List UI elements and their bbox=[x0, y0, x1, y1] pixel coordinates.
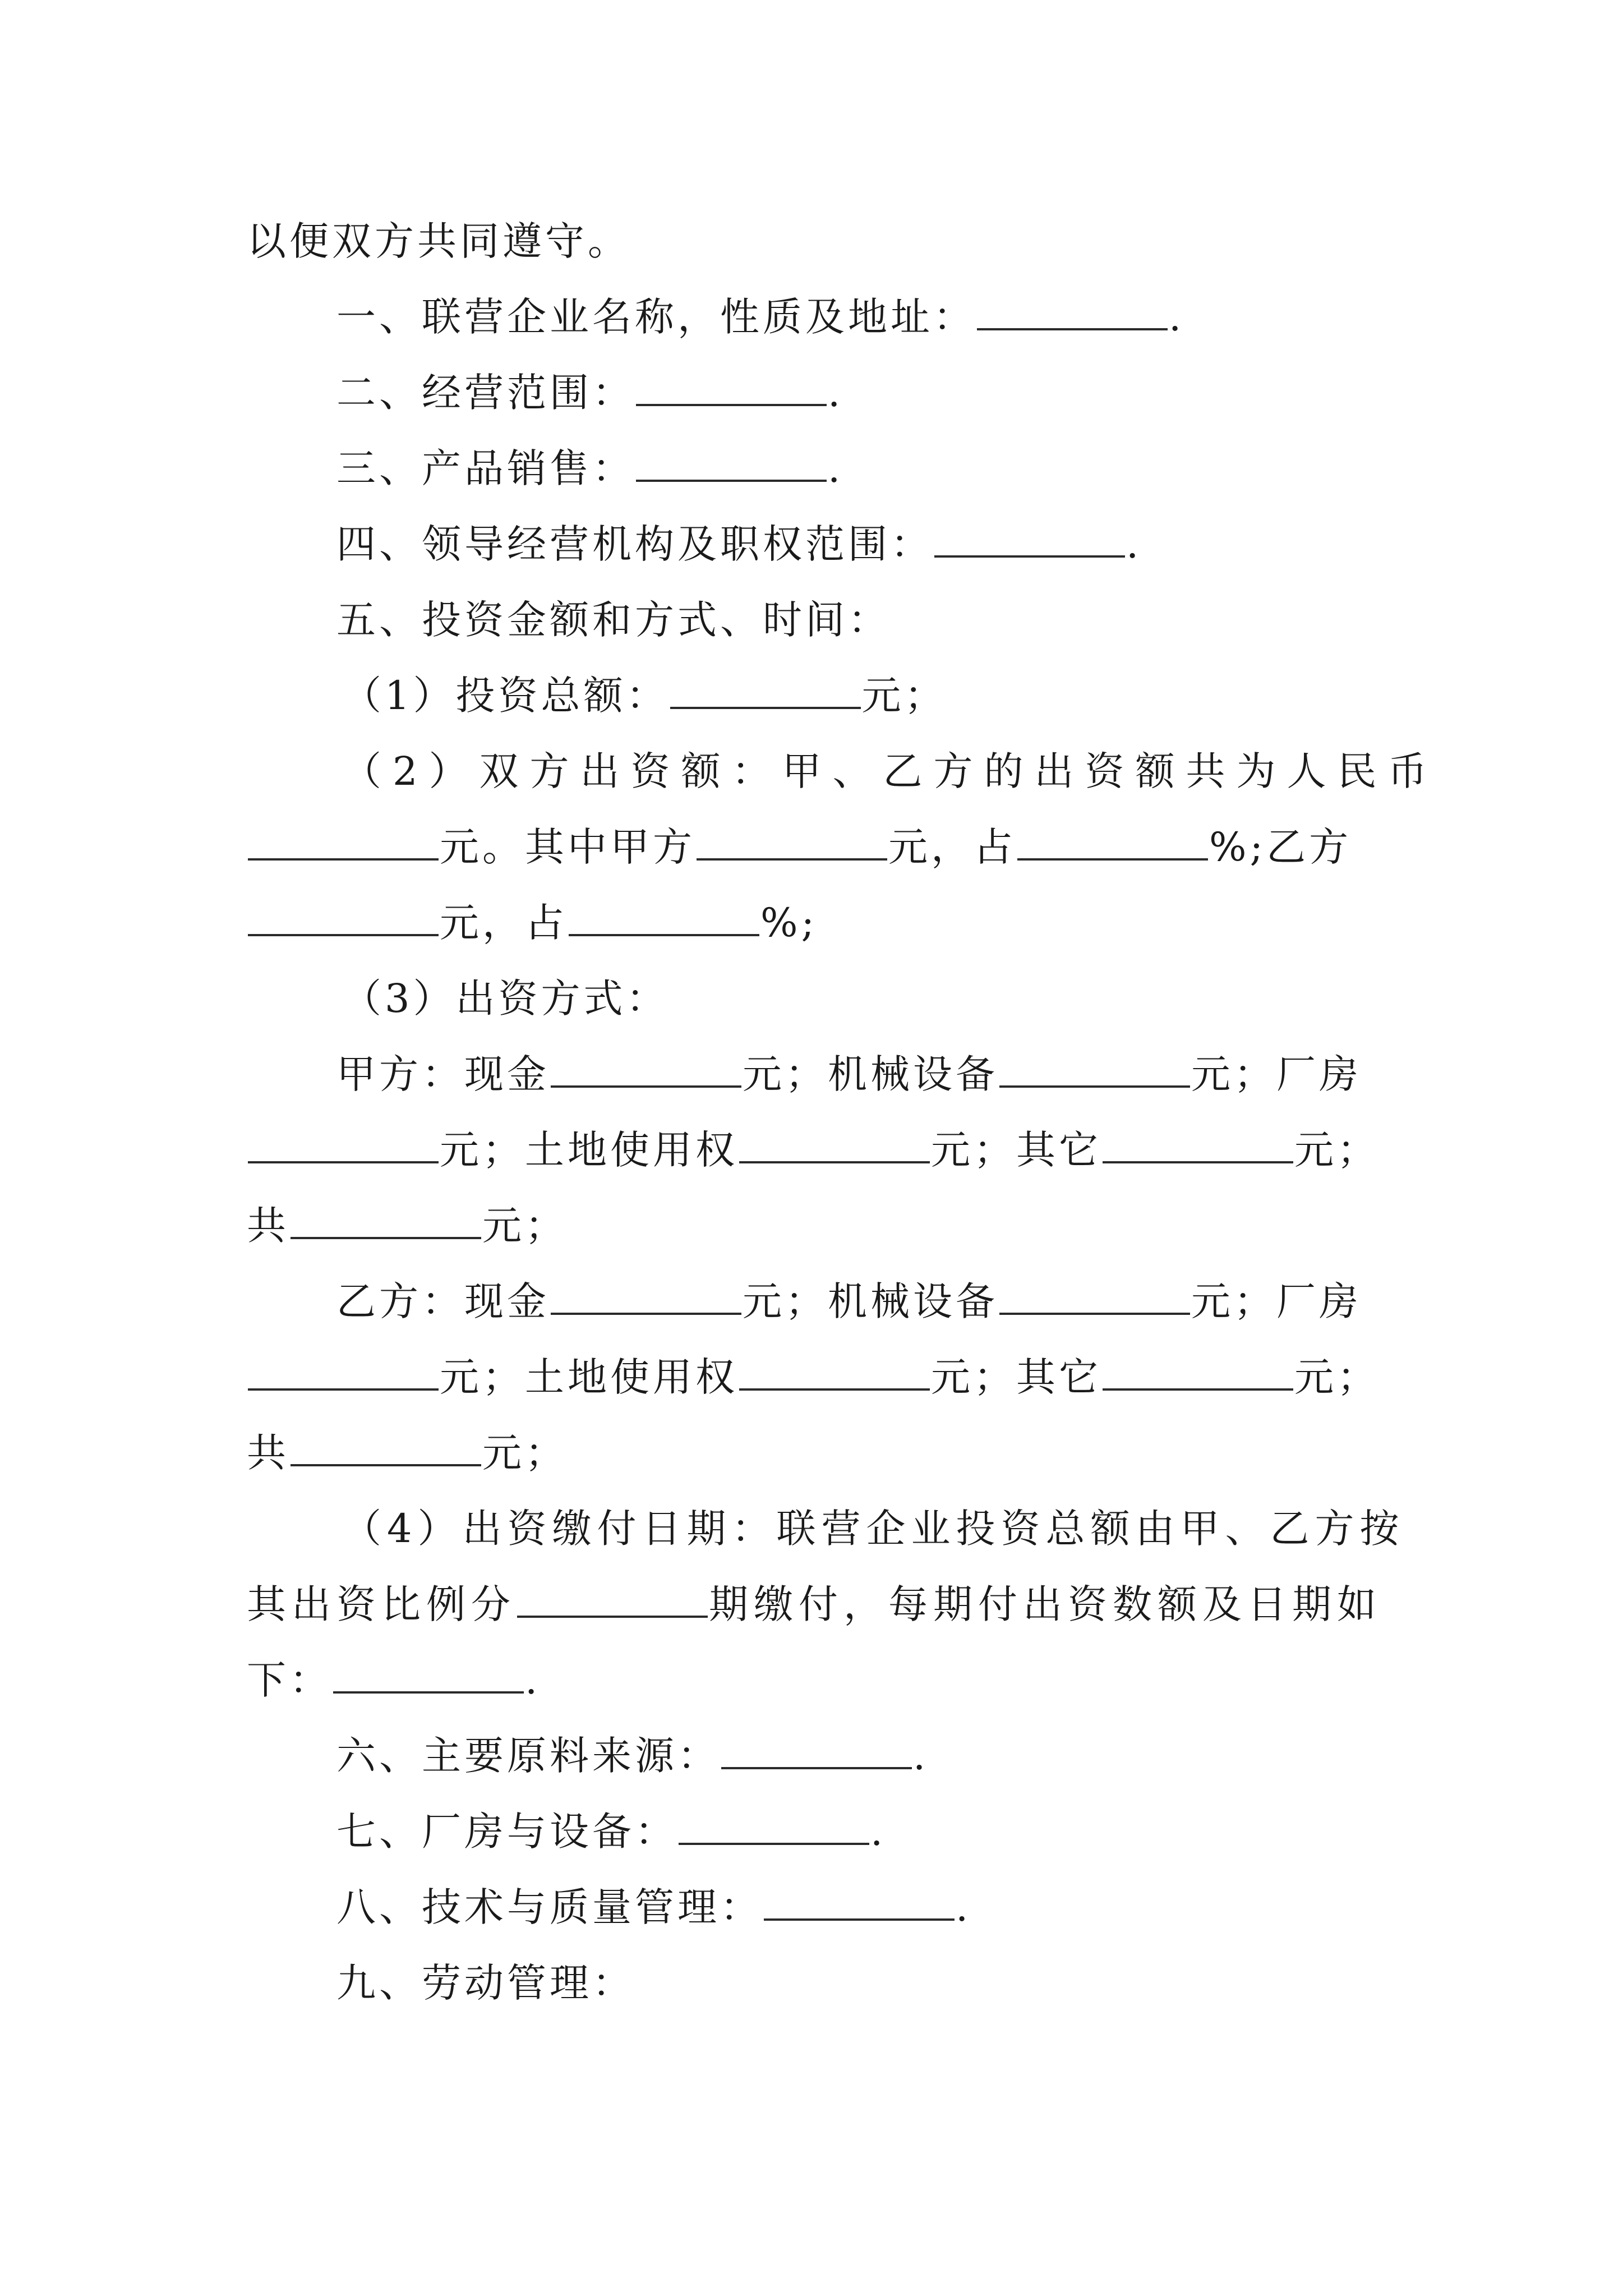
clause-8 bbox=[336, 1879, 1391, 1935]
line-text: 元；厂房 bbox=[1191, 1051, 1362, 1097]
line-text: 元； bbox=[482, 1430, 568, 1476]
line-end: . bbox=[870, 1809, 887, 1855]
text-line bbox=[247, 1576, 1391, 1632]
line-text: 元。其中甲方 bbox=[440, 824, 695, 870]
line-text: 元；机械设备 bbox=[743, 1051, 998, 1097]
line-end: . bbox=[913, 1733, 929, 1779]
line-end: . bbox=[956, 1884, 972, 1930]
fill-blank[interactable] bbox=[636, 369, 827, 406]
fill-blank[interactable] bbox=[999, 1051, 1190, 1088]
line-end: . bbox=[1126, 521, 1142, 567]
item-4 bbox=[342, 1501, 1405, 1557]
text-line bbox=[247, 213, 1391, 269]
clause-label: 八、技术与质量管理： bbox=[336, 1884, 763, 1930]
clause-label: 五、投资金额和方式、时间： bbox=[336, 597, 891, 643]
line-text: 乙方：现金 bbox=[336, 1278, 550, 1324]
fill-blank[interactable] bbox=[764, 1884, 955, 1921]
clause-7 bbox=[336, 1803, 1391, 1860]
line-text: 元； bbox=[1294, 1127, 1380, 1173]
line-end: . bbox=[525, 1657, 541, 1703]
party-a-line-1 bbox=[336, 1046, 1391, 1102]
fill-blank[interactable] bbox=[551, 1051, 741, 1088]
clause-1 bbox=[336, 289, 1391, 345]
line-end: . bbox=[828, 370, 844, 416]
line-text: 元；其它 bbox=[931, 1127, 1101, 1173]
fill-blank[interactable] bbox=[636, 445, 827, 482]
clause-9 bbox=[336, 1955, 1391, 2011]
line-text: 元；土地使用权 bbox=[440, 1354, 738, 1400]
clause-6 bbox=[336, 1728, 1391, 1784]
party-b-line-1 bbox=[336, 1273, 1391, 1329]
line-end: . bbox=[828, 445, 844, 491]
fill-blank[interactable] bbox=[248, 899, 439, 936]
text-line bbox=[247, 1652, 1391, 1708]
item-1 bbox=[342, 668, 1391, 724]
line-text: %;乙方 bbox=[1209, 824, 1352, 870]
item-2 bbox=[342, 743, 1438, 799]
line-text: 元；厂房 bbox=[1191, 1278, 1362, 1324]
line-text: 元； bbox=[1294, 1354, 1380, 1400]
text-line bbox=[247, 819, 1391, 875]
line-text: 下： bbox=[247, 1657, 332, 1703]
fill-blank[interactable] bbox=[517, 1581, 708, 1618]
fill-blank[interactable] bbox=[1103, 1354, 1293, 1391]
fill-blank[interactable] bbox=[721, 1732, 912, 1769]
fill-blank[interactable] bbox=[670, 672, 861, 709]
line-text: 元；其它 bbox=[931, 1354, 1101, 1400]
line-text: %; bbox=[760, 900, 818, 946]
fill-blank[interactable] bbox=[1017, 823, 1208, 861]
line-text: 元，占 bbox=[440, 900, 568, 946]
fill-blank[interactable] bbox=[333, 1657, 524, 1694]
fill-blank[interactable] bbox=[999, 1278, 1190, 1315]
fill-blank[interactable] bbox=[291, 1202, 481, 1239]
fill-blank[interactable] bbox=[679, 1808, 869, 1845]
fill-blank[interactable] bbox=[248, 1126, 439, 1163]
fill-blank[interactable] bbox=[977, 293, 1168, 330]
fill-blank[interactable] bbox=[248, 823, 439, 861]
item-label: （1）投资总额： bbox=[342, 673, 669, 719]
clause-5 bbox=[336, 592, 1391, 648]
line-text: 元； bbox=[482, 1203, 568, 1249]
clause-4 bbox=[336, 516, 1391, 572]
clause-label: 一、联营企业名称，性质及地址： bbox=[336, 294, 976, 340]
fill-blank[interactable] bbox=[1103, 1126, 1293, 1163]
line-end: . bbox=[1169, 294, 1185, 340]
line-end: 元； bbox=[861, 673, 947, 719]
line-text: 期缴付，每期付出资数额及日期如 bbox=[709, 1581, 1382, 1627]
line-text: 共 bbox=[247, 1430, 289, 1476]
line-text: 元；土地使用权 bbox=[440, 1127, 738, 1173]
clause-2 bbox=[336, 365, 1391, 421]
fill-blank[interactable] bbox=[697, 823, 887, 861]
party-a-line-3 bbox=[247, 1198, 1391, 1254]
clause-label: 九、劳动管理： bbox=[336, 1960, 635, 2006]
fill-blank[interactable] bbox=[739, 1354, 930, 1391]
fill-blank[interactable] bbox=[569, 899, 759, 936]
line-text: 元，占 bbox=[888, 824, 1016, 870]
party-b-line-2 bbox=[247, 1349, 1391, 1405]
fill-blank[interactable] bbox=[248, 1354, 439, 1391]
clause-label: 六、主要原料来源： bbox=[336, 1733, 720, 1779]
item-3 bbox=[342, 970, 1391, 1027]
item-label: （3）出资方式： bbox=[342, 976, 669, 1022]
clause-label: 七、厂房与设备： bbox=[336, 1809, 677, 1855]
clause-label: 二、经营范围： bbox=[336, 370, 635, 416]
fill-blank[interactable] bbox=[291, 1429, 481, 1466]
fill-blank[interactable] bbox=[934, 521, 1125, 558]
fill-blank[interactable] bbox=[739, 1126, 930, 1163]
line-text: 其出资比例分 bbox=[247, 1581, 516, 1627]
item-label: （2）双方出资额：甲、乙方的出资额共为人民币 bbox=[342, 748, 1438, 794]
party-b-line-3 bbox=[247, 1425, 1391, 1481]
clause-label: 四、领导经营机构及职权范围： bbox=[336, 521, 933, 567]
clause-3 bbox=[336, 440, 1391, 496]
party-a-line-2 bbox=[247, 1122, 1391, 1178]
text-line bbox=[247, 895, 1391, 951]
line-text: 共 bbox=[247, 1203, 289, 1249]
line-text: 元；机械设备 bbox=[743, 1278, 998, 1324]
line-text: 甲方：现金 bbox=[336, 1051, 550, 1097]
line-text: 以便双方共同遵守。 bbox=[247, 218, 630, 264]
item-label: （4）出资缴付日期：联营企业投资总额由甲、乙方按 bbox=[342, 1506, 1405, 1552]
clause-label: 三、产品销售： bbox=[336, 445, 635, 491]
fill-blank[interactable] bbox=[551, 1278, 741, 1315]
